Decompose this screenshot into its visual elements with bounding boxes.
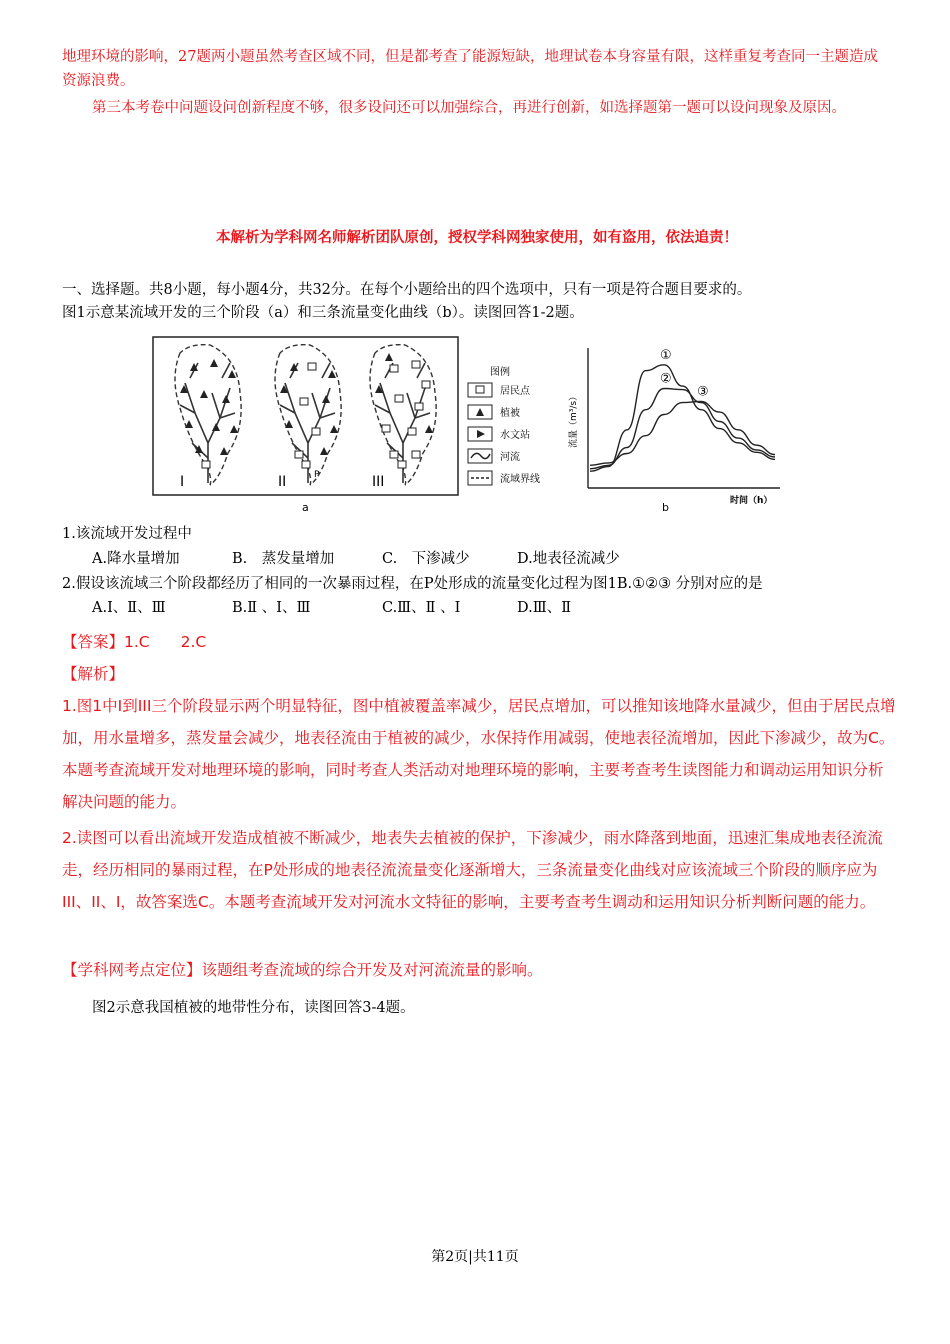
legend <box>468 365 540 485</box>
legend-label-settlement: 居民点 <box>500 386 530 397</box>
section-header: 一、选择题。共8小题，每小题4分，共32分。在每个小题给出的四个选项中，只有一项是符合题目要求的。 <box>62 282 752 298</box>
question-2-options <box>92 597 571 619</box>
analysis-label: 【解析】 <box>62 665 125 683</box>
answer-value: 1.C 2.C <box>124 633 207 651</box>
key-point: 【学科网考点定位】该题组考查流域的综合开发及对河流流量的影响。 <box>62 961 543 979</box>
series-label-1: ① <box>660 347 672 363</box>
answer-line <box>62 630 206 652</box>
q2-option-d: D.Ⅲ、Ⅱ <box>517 600 572 616</box>
series-label-2: ② <box>660 371 672 387</box>
intro-paragraph-2: 第三本考卷中问题设问创新程度不够，很多设问还可以加强综合，再进行创新，如选择题第一题可以设问现象及原因。 <box>92 100 846 116</box>
stage-label-3: III <box>372 474 385 490</box>
q2-option-c: C.Ⅲ、Ⅱ 、Ⅰ <box>382 600 461 616</box>
series-line-2 <box>590 389 775 469</box>
page-footer: 第2页|共11页 <box>431 1249 519 1265</box>
intro-paragraph-1: 地理环境的影响，27题两小题虽然考查区域不同，但是都考查了能源短缺，地理试卷本身容量有限，这样重复考查同一主题造成资源浪费。 <box>62 49 878 89</box>
question-1-stem: 1.该流域开发过程中 <box>62 526 192 542</box>
basin-stage-1 <box>175 345 241 490</box>
legend-label-boundary: 流域界线 <box>500 474 540 485</box>
q1-option-b: B. 蒸发量增加 <box>232 551 335 567</box>
x-axis-label: 时间（h） <box>730 496 773 506</box>
y-axis-label: 流量（m³/s） <box>569 391 579 448</box>
point-p-label: P <box>314 470 320 480</box>
figure-1 <box>150 333 790 518</box>
analysis-paragraph-2: 2.读图可以看出流域开发造成植被不断减少，地表失去植被的保护，下渗减少，雨水降落到地面，迅速汇集成地表径流流走，经历相同的暴雨过程，在P处形成的地表径流流量变化逐渐增大，三条流量变化曲线对应该流域三个阶段的顺序应为III、II、I，故答案选C。本题考查流域开发对河流水文特征的影响，主要考查考生调动和运用知识分析判断问题的能力。 <box>62 829 883 911</box>
q2-option-b: B.Ⅱ 、Ⅰ、Ⅲ <box>232 600 311 616</box>
question-2-stem: 2.假设该流域三个阶段都经历了相同的一次暴雨过程，在P处形成的流量变化过程为图1B.①②③ 分别对应的是 <box>62 576 763 592</box>
basin-stage-3 <box>370 345 436 490</box>
legend-label-vegetation: 植被 <box>500 408 520 419</box>
legend-label-station: 水文站 <box>500 430 530 441</box>
figure-intro: 图1示意某流域开发的三个阶段（a）和三条流量变化曲线（b）。读图回答1-2题。 <box>62 305 584 321</box>
next-figure-intro: 图2示意我国植被的地带性分布，读图回答3-4题。 <box>92 1000 415 1016</box>
series-label-3: ③ <box>697 384 709 400</box>
caption-b: b <box>662 501 669 514</box>
caption-a: a <box>302 501 309 514</box>
q2-option-a: A.Ⅰ、Ⅱ、Ⅲ <box>92 600 166 616</box>
q1-option-a: A.降水量增加 <box>92 551 180 567</box>
stage-label-2: II <box>278 474 287 490</box>
q1-option-d: D.地表径流减少 <box>517 551 620 567</box>
figure-1-svg <box>150 333 790 518</box>
answer-label: 【答案】 <box>62 633 125 651</box>
question-1-options <box>92 548 620 570</box>
stage-label-1: I <box>180 474 185 490</box>
legend-label-river: 河流 <box>500 452 520 463</box>
basin-stage-2 <box>275 345 341 490</box>
analysis-paragraph-1: 1.图1中Ⅰ到III三个阶段显示两个明显特征，图中植被覆盖率减少，居民点增加，可以推知该地降水量减少，但由于居民点增加，用水量增多，蒸发量会减少，地表径流由于植被的减少，水保持作用减弱，使地表径流增加，因此下渗减少，故为C。本题考查流域开发对地理环境的影响，同时考查人类活动对地理环境的影响，主要考查考生读图能力和调动运用知识分析解决问题的能力。 <box>62 697 896 811</box>
flow-chart <box>567 348 780 514</box>
copyright-notice: 本解析为学科网名师解析团队原创，授权学科网独家使用，如有盗用，依法追责！ <box>216 229 738 246</box>
legend-title: 图例 <box>490 367 510 378</box>
q1-option-c: C. 下渗减少 <box>382 551 470 567</box>
